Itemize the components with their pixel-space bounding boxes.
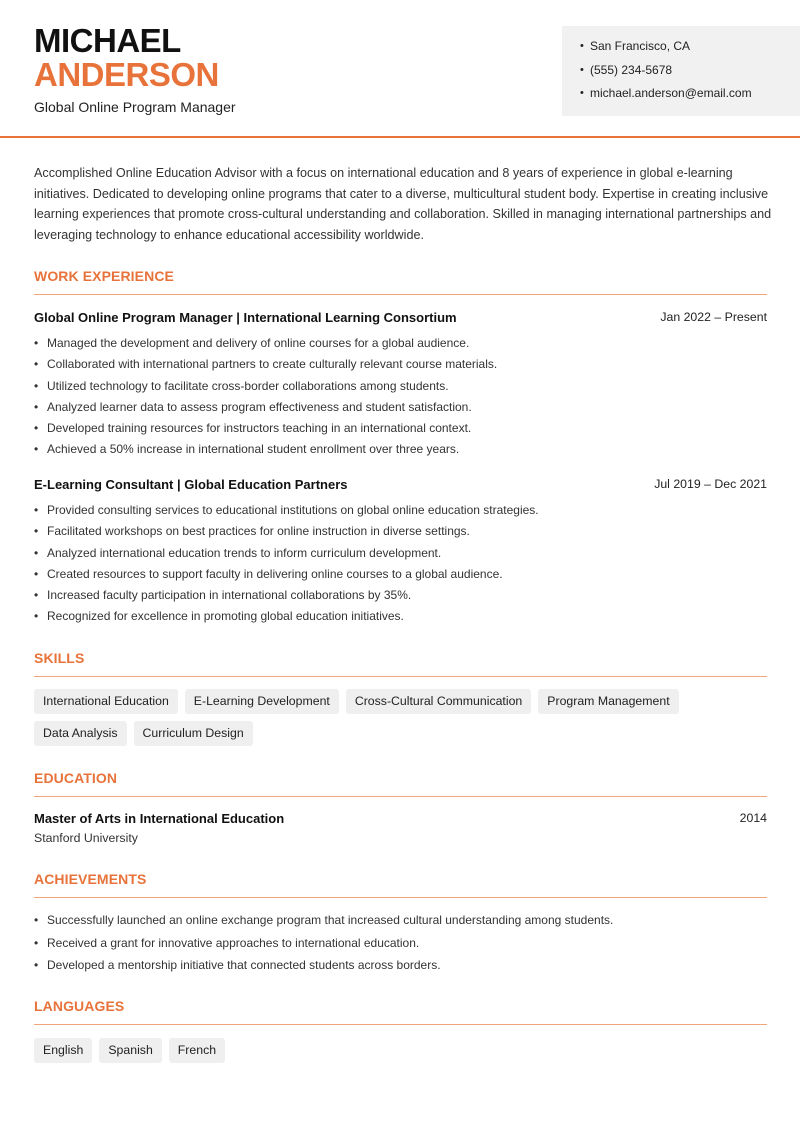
skill-tag: Cross-Cultural Communication <box>346 689 531 714</box>
section-title-education: EDUCATION <box>34 770 118 786</box>
professional-summary: Accomplished Online Education Advisor with a focus on international education and 8 years of experience in global e-learning initiatives. Dedicated to developing online programs that cater to a diverse, multicultural student body. Expertise in creating inclusive learning experiences that promote cross-cultural understanding and collaboration. Skilled in managing international partnerships and leveraging technology to enhance educational accessibility worldwide. <box>34 166 772 243</box>
language-tag: Spanish <box>99 1038 161 1063</box>
skill-tag: International Education <box>34 689 178 714</box>
job-title: Global Online Program Manager | International Learning Consortium <box>34 310 457 325</box>
education-school: Stanford University <box>34 831 138 845</box>
bullet-text: Increased faculty participation in international collaborations by 35%. <box>47 588 412 603</box>
skill-tag: Program Management <box>538 689 678 714</box>
contact-phone[interactable] <box>580 62 782 86</box>
first-name: MICHAEL <box>34 22 181 59</box>
list-item <box>34 566 772 587</box>
education-degree: Master of Arts in International Education <box>34 811 285 826</box>
bullet-icon: • <box>34 336 39 350</box>
list-item <box>34 441 772 462</box>
list-item <box>34 523 772 544</box>
section-title-skills: SKILLS <box>34 650 85 666</box>
bullet-icon: • <box>34 545 39 560</box>
job-title: E-Learning Consultant | Global Education Partners <box>34 477 348 492</box>
list-item <box>34 356 772 377</box>
education-year: 2014 <box>739 811 767 825</box>
resume-header <box>0 0 800 138</box>
bullet-icon: • <box>34 935 39 950</box>
bullet-text: Managed the development and delivery of online courses for a global audience. <box>47 336 470 350</box>
bullet-text: Analyzed international education trends to inform curriculum development. <box>47 545 442 560</box>
bullet-icon: • <box>34 378 39 393</box>
job-bullets <box>34 335 772 463</box>
bullet-text: Utilized technology to facilitate cross-border collaborations among students. <box>47 378 449 393</box>
bullet-icon: • <box>34 399 39 414</box>
headline: Global Online Program Manager <box>34 99 236 115</box>
list-item <box>34 608 772 629</box>
contact-location <box>580 38 782 62</box>
bullet-text: Created resources to support faculty in delivering online courses to a global audience. <box>47 566 503 581</box>
contact-location-text: San Francisco, CA <box>590 39 691 53</box>
section-divider <box>34 1024 767 1025</box>
bullet-icon: • <box>34 421 39 436</box>
bullet-icon: • <box>580 87 584 99</box>
skill-tag: Data Analysis <box>34 721 127 746</box>
section-title-work: WORK EXPERIENCE <box>34 268 174 284</box>
section-divider <box>34 294 767 295</box>
bullet-text: Achieved a 50% increase in international student enrollment over three years. <box>47 442 460 457</box>
bullet-icon: • <box>580 40 584 52</box>
job-dates: Jul 2019 – Dec 2021 <box>654 477 767 491</box>
last-name: ANDERSON <box>34 56 219 93</box>
contact-email[interactable] <box>580 85 782 109</box>
section-title-languages: LANGUAGES <box>34 998 125 1014</box>
bullet-icon: • <box>34 588 39 603</box>
language-tag: French <box>169 1038 225 1063</box>
languages-list <box>34 1038 774 1070</box>
list-item <box>34 957 772 980</box>
section-title-achievements: ACHIEVEMENTS <box>34 871 147 887</box>
bullet-icon: • <box>34 913 39 927</box>
bullet-text: Provided consulting services to educational institutions on global online education strategies. <box>47 503 539 517</box>
bullet-icon: • <box>34 566 39 581</box>
list-item <box>34 378 772 399</box>
job-bullets <box>34 502 772 630</box>
bullet-text: Received a grant for innovative approaches to international education. <box>47 935 420 950</box>
bullet-text: Recognized for excellence in promoting global education initiatives. <box>47 609 404 624</box>
section-divider <box>34 897 767 898</box>
list-item <box>34 502 772 523</box>
bullet-text: Facilitated workshops on best practices for online instruction in diverse settings. <box>47 524 470 539</box>
skill-tag: Curriculum Design <box>134 721 253 746</box>
bullet-icon: • <box>34 609 39 624</box>
bullet-icon: • <box>580 63 584 76</box>
job-dates: Jan 2022 – Present <box>660 310 767 324</box>
contact-phone-text[interactable]: (555) 234-5678 <box>590 62 673 77</box>
section-divider <box>34 676 767 677</box>
list-item <box>34 587 772 608</box>
list-item <box>34 935 772 958</box>
list-item <box>34 420 772 441</box>
bullet-icon: • <box>34 958 39 972</box>
bullet-icon: • <box>34 503 39 517</box>
contact-email-text[interactable]: michael.anderson@email.com <box>590 86 752 100</box>
contact-box <box>562 26 800 116</box>
bullet-text: Developed a mentorship initiative that connected students across borders. <box>47 958 441 972</box>
bullet-icon: • <box>34 524 39 539</box>
language-tag: English <box>34 1038 92 1063</box>
bullet-icon: • <box>34 357 39 372</box>
section-divider <box>34 796 767 797</box>
bullet-icon: • <box>34 442 39 457</box>
bullet-text: Successfully launched an online exchange program that increased cultural understanding among students. <box>47 913 614 927</box>
bullet-text: Collaborated with international partners to create culturally relevant course materials. <box>47 357 498 372</box>
list-item <box>34 545 772 566</box>
bullet-text: Analyzed learner data to assess program effectiveness and student satisfaction. <box>47 399 472 414</box>
list-item <box>34 912 772 935</box>
skill-tag: E-Learning Development <box>185 689 339 714</box>
list-item <box>34 399 772 420</box>
list-item <box>34 335 772 356</box>
bullet-text: Developed training resources for instructors teaching in an international context. <box>47 421 472 436</box>
skills-list <box>34 689 774 753</box>
achievements-list <box>34 912 772 980</box>
